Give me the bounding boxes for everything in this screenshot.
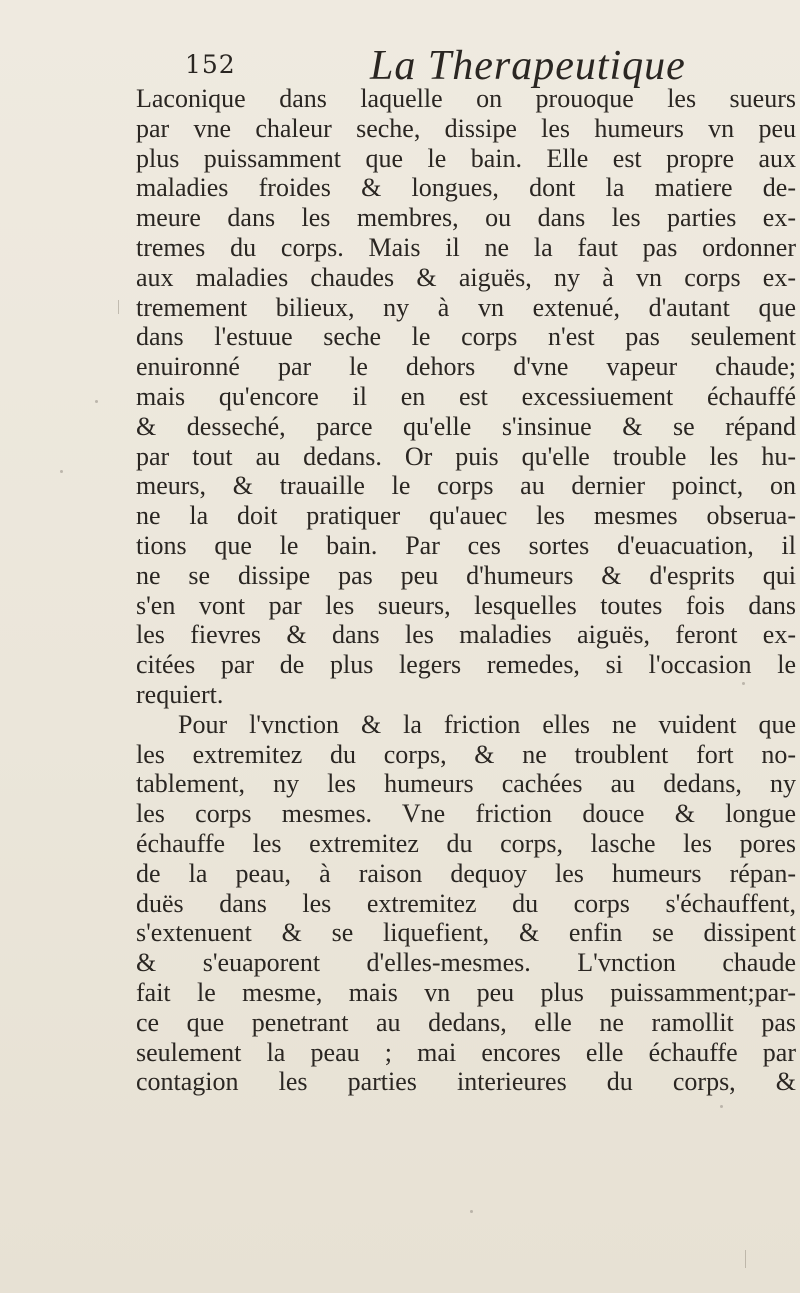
text-line: & desseché, parce qu'elle s'insinue & se répand <box>136 411 796 441</box>
paper-speck <box>720 1105 723 1108</box>
text-line: les corps mesmes. Vne friction douce & longue <box>136 799 796 829</box>
text-line: tremes du corps. Mais il ne la faut pas ordonner <box>136 232 796 262</box>
text-line: contagion les parties interieures du corps, & <box>136 1067 796 1097</box>
text-line: dans l'estuue seche le corps n'est pas seulement <box>136 322 796 352</box>
page-header <box>0 22 800 89</box>
text-line: s'en vont par les sueurs, lesquelles toutes fois dans <box>136 590 796 620</box>
text-line: les extremitez du corps, & ne troublent fort no- <box>136 739 796 769</box>
text-line: échauffe les extremitez du corps, lasche les pores <box>136 828 796 858</box>
text-line: aux maladies chaudes & aiguës, ny à vn corps ex- <box>136 262 796 292</box>
text-line: duës dans les extremitez du corps s'échauffent, <box>136 888 796 918</box>
text-line: ne la doit pratiquer qu'auec les mesmes obserua- <box>136 501 796 531</box>
text-line: enuironné par le dehors d'vne vapeur chaude; <box>136 352 796 382</box>
running-title: La Therapeutique <box>370 43 686 89</box>
text-line: plus puissamment que le bain. Elle est propre aux <box>136 143 796 173</box>
text-line: fait le mesme, mais vn peu plus puissamment;par- <box>136 977 796 1007</box>
paper-speck <box>60 470 63 473</box>
page-number: 152 <box>185 50 236 79</box>
body-text <box>136 84 796 1097</box>
text-line: ne se dissipe pas peu d'humeurs & d'esprits qui <box>136 560 796 590</box>
text-line: les fievres & dans les maladies aiguës, feront ex- <box>136 620 796 650</box>
text-line: & s'euaporent d'elles-mesmes. L'vnction chaude <box>136 948 796 978</box>
text-line: ce que penetrant au dedans, elle ne ramollit pas <box>136 1007 796 1037</box>
margin-mark <box>745 1250 746 1268</box>
text-line: seulement la peau ; mai encores elle échauffe par <box>136 1037 796 1067</box>
text-line: tions que le bain. Par ces sortes d'euacuation, il <box>136 530 796 560</box>
paragraph-start-line: Pour l'vnction & la friction elles ne vuident que <box>178 709 796 739</box>
text-line: mais qu'encore il en est excessiuement échauffé <box>136 381 796 411</box>
text-line: tablement, ny les humeurs cachées au dedans, ny <box>136 769 796 799</box>
text-line: par vne chaleur seche, dissipe les humeurs vn peu <box>136 113 796 143</box>
text-line: maladies froides & longues, dont la matiere de- <box>136 173 796 203</box>
margin-mark <box>118 300 119 314</box>
text-line: s'extenuent & se liquefient, & enfin se dissipent <box>136 918 796 948</box>
paper-speck <box>470 1210 473 1213</box>
text-line: tremement bilieux, ny à vn extenué, d'autant que <box>136 292 796 322</box>
text-line: Laconique dans laquelle on prouoque les sueurs <box>136 84 796 113</box>
text-line: meurs, & trauaille le corps au dernier poinct, on <box>136 471 796 501</box>
paper-speck <box>742 682 745 685</box>
text-line: de la peau, à raison dequoy les humeurs répan- <box>136 858 796 888</box>
text-line: meure dans les membres, ou dans les parties ex- <box>136 203 796 233</box>
text-line: citées par de plus legers remedes, si l'occasion le <box>136 650 796 680</box>
paper-speck <box>95 400 98 403</box>
paragraph-end-line: requiert. <box>136 679 224 709</box>
text-line: par tout au dedans. Or puis qu'elle trouble les hu- <box>136 441 796 471</box>
